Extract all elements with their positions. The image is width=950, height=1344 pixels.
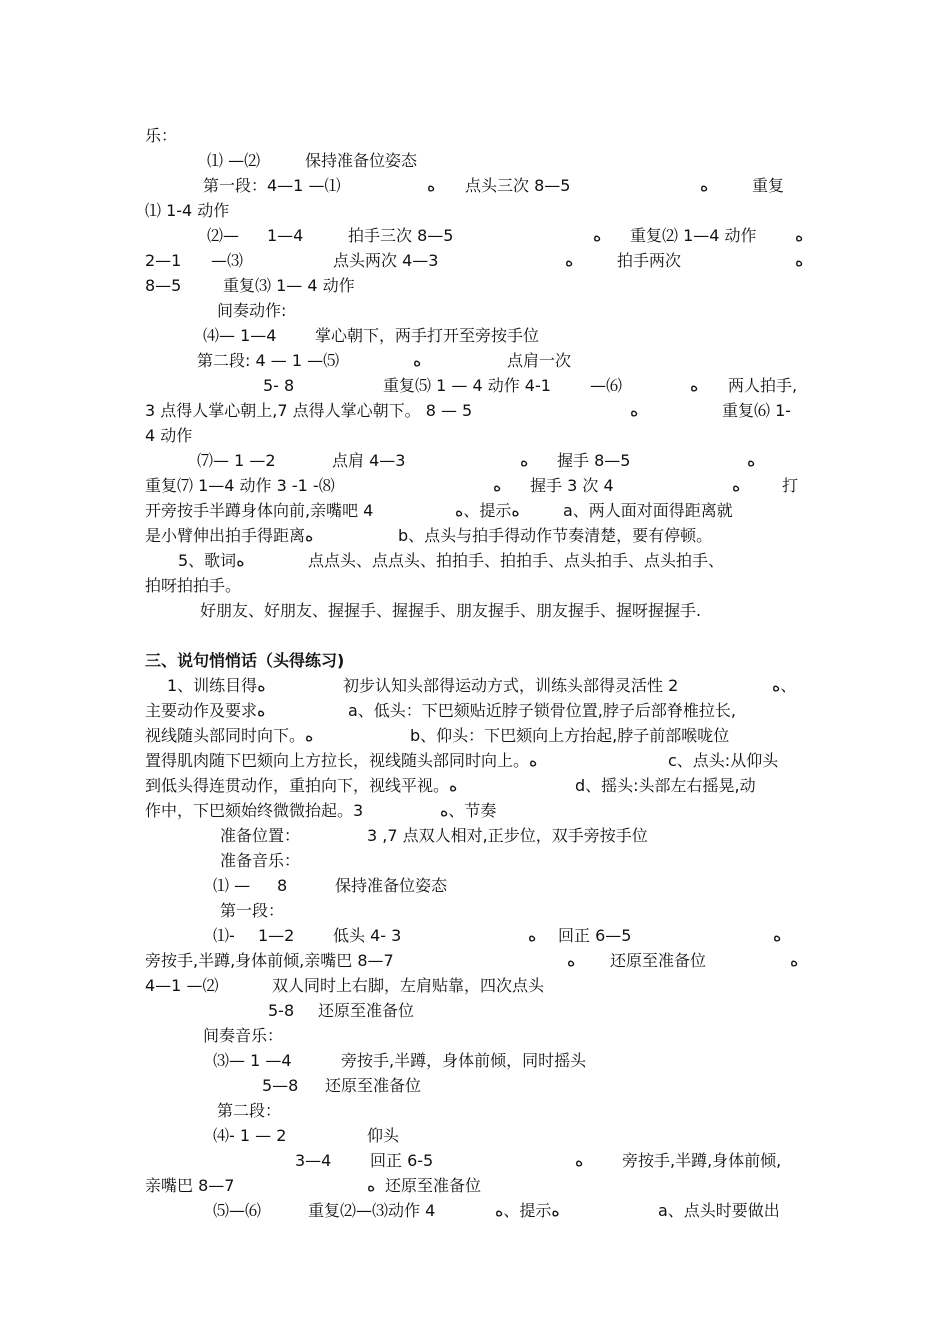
text-span: 旁按手,半蹲,身体前倾,亲嘴巴 8—7 bbox=[145, 951, 394, 970]
text-span: 2—1 bbox=[145, 251, 182, 270]
text-span: 8 bbox=[277, 876, 288, 895]
text-span: 5、歌词ﻩ bbox=[178, 551, 245, 570]
text-span: 旁按手,半蹲，身体前倾，同时摇头 bbox=[341, 1051, 587, 1070]
text-line bbox=[145, 998, 810, 1023]
text-span: 第二段: 4 — 1 —⑸ bbox=[197, 351, 340, 370]
text-span: 握手 8—5 bbox=[557, 451, 631, 470]
text-line bbox=[145, 473, 810, 498]
text-line bbox=[145, 273, 810, 298]
text-span: 作中，下巴颏始终微微抬起。3 bbox=[145, 801, 364, 820]
bullet-glyph: ﻩ bbox=[700, 176, 709, 195]
text-span: 间奏音乐： bbox=[203, 1026, 284, 1045]
text-span: a、两人面对面得距离就 bbox=[563, 501, 733, 520]
text-span: 3 ,7 点双人相对,正步位，双手旁按手位 bbox=[367, 826, 648, 845]
text-line bbox=[145, 873, 810, 898]
text-line bbox=[145, 923, 810, 948]
text-span: 视线随头部同时向下。ﻩ bbox=[145, 726, 314, 745]
text-line bbox=[145, 398, 810, 423]
text-span: ⑷— 1—4 bbox=[203, 326, 277, 345]
heading-text: 三、说句悄悄话（头得练习) bbox=[145, 651, 345, 670]
text-span: 3 点得人掌心朝上,7 点得人掌心朝下。 8 — 5 bbox=[145, 401, 473, 420]
text-line bbox=[145, 1098, 810, 1123]
text-line bbox=[145, 1123, 810, 1148]
text-span: 亲嘴巴 8—7 bbox=[145, 1176, 235, 1195]
text-span: 3—4 bbox=[295, 1151, 332, 1170]
text-span: 到低头得连贯动作，重拍向下，视线平视。ﻩ bbox=[145, 776, 458, 795]
text-line bbox=[145, 848, 810, 873]
text-span: 初步认知头部得运动方式，训练头部得灵活性 2 bbox=[343, 676, 679, 695]
text-line bbox=[145, 123, 810, 148]
text-span: 第一段：4—1 —⑴ bbox=[203, 176, 341, 195]
bullet-glyph: ﻩ bbox=[790, 951, 799, 970]
text-span: ⑶— 1 —4 bbox=[213, 1051, 292, 1070]
text-span: 开旁按手半蹲身体向前,亲嘴吧 4 bbox=[145, 501, 374, 520]
text-span: 低头 4- 3 bbox=[333, 926, 402, 945]
text-span: 置得肌肉随下巴颏向上方拉长，视线随头部同时向上。ﻩ bbox=[145, 751, 538, 770]
text-line bbox=[145, 673, 810, 698]
text-span: 拍手两次 bbox=[617, 251, 682, 270]
text-span: 重复⑹ 1- bbox=[722, 401, 792, 420]
text-span: 4 动作 bbox=[145, 426, 193, 445]
text-span: 双人同时上右脚，左肩贴靠，四次点头 bbox=[272, 976, 545, 995]
bullet-glyph: ﻩ bbox=[567, 951, 576, 970]
text-span: 保持准备位姿态 bbox=[305, 151, 418, 170]
text-span: 打 bbox=[782, 476, 799, 495]
text-span: 握手 3 次 4 bbox=[530, 476, 614, 495]
bullet-glyph: ﻩ bbox=[593, 226, 602, 245]
text-line bbox=[145, 1073, 810, 1098]
text-line bbox=[145, 323, 810, 348]
text-line bbox=[145, 748, 810, 773]
text-span: b、点头与拍手得动作节奏清楚，要有停顿。 bbox=[398, 526, 713, 545]
text-span: ﻩ、节奏 bbox=[440, 801, 497, 820]
text-line bbox=[145, 373, 810, 398]
bullet-glyph: ﻩ bbox=[747, 451, 756, 470]
text-span: 5-8 bbox=[268, 1001, 295, 1020]
text-span: 拍呀拍拍手。 bbox=[145, 576, 242, 595]
text-span: 还原至准备位 bbox=[385, 1176, 482, 1195]
bullet-glyph: ﻩ bbox=[795, 251, 804, 270]
text-line bbox=[145, 773, 810, 798]
text-span: 第一段： bbox=[220, 901, 285, 920]
text-span: 1、训练目得ﻩ bbox=[167, 676, 266, 695]
text-span: 8—5 bbox=[145, 276, 182, 295]
text-span: ﻩ、提示ﻩ bbox=[455, 501, 520, 520]
text-span: 回正 6—5 bbox=[558, 926, 632, 945]
text-line bbox=[145, 898, 810, 923]
text-line bbox=[145, 448, 810, 473]
text-span: 乐： bbox=[145, 126, 178, 145]
text-span: 重复 bbox=[752, 176, 785, 195]
text-line bbox=[145, 523, 810, 548]
bullet-glyph: ﻩ bbox=[732, 476, 741, 495]
text-span: 还原至准备位 bbox=[318, 1001, 415, 1020]
text-span: 点头三次 8—5 bbox=[465, 176, 571, 195]
section-heading bbox=[145, 648, 810, 673]
text-span: ⑴ — bbox=[213, 876, 251, 895]
bullet-glyph: ﻩ bbox=[575, 1151, 584, 1170]
text-span: 仰头 bbox=[367, 1126, 400, 1145]
text-span: 点头两次 4—3 bbox=[333, 251, 439, 270]
text-span: 重复⑵—⑶动作 4 bbox=[308, 1201, 436, 1220]
text-span: 回正 6-5 bbox=[370, 1151, 434, 1170]
text-span: 重复⑵ 1—4 动作 bbox=[630, 226, 757, 245]
text-line bbox=[145, 298, 810, 323]
text-span: a、低头：下巴颏贴近脖子锁骨位置,脖子后部脊椎拉长, bbox=[348, 701, 736, 720]
bullet-glyph: ﻩ bbox=[367, 1176, 376, 1195]
text-span: 好朋友、好朋友、握握手、握握手、朋友握手、朋友握手、握呀握握手. bbox=[200, 601, 702, 620]
text-line bbox=[145, 148, 810, 173]
bullet-glyph: ﻩ bbox=[690, 376, 699, 395]
text-line bbox=[145, 973, 810, 998]
bullet-glyph: ﻩ bbox=[773, 926, 782, 945]
text-line bbox=[145, 1048, 810, 1073]
text-span: 还原至准备位 bbox=[325, 1076, 422, 1095]
text-span: ⑺— 1 —2 bbox=[197, 451, 276, 470]
text-span: ⑸—⑹ bbox=[213, 1201, 262, 1220]
bullet-glyph: ﻩ bbox=[413, 351, 422, 370]
text-line bbox=[145, 698, 810, 723]
text-line bbox=[145, 598, 810, 623]
text-span: 点点头、点点头、拍拍手、拍拍手、点头拍手、点头拍手、 bbox=[308, 551, 725, 570]
text-span: 拍手三次 8—5 bbox=[348, 226, 454, 245]
text-line bbox=[145, 823, 810, 848]
text-span: ﻩ、 bbox=[772, 676, 797, 695]
text-span: 间奏动作: bbox=[217, 301, 287, 320]
text-line bbox=[145, 1148, 810, 1173]
text-span: 点肩 4—3 bbox=[332, 451, 406, 470]
text-span: 1—4 bbox=[267, 226, 304, 245]
text-span: 重复⑶ 1— 4 动作 bbox=[223, 276, 355, 295]
text-span: ⑴- bbox=[213, 926, 235, 945]
text-span: ﻩ、提示ﻩ bbox=[495, 1201, 560, 1220]
text-line bbox=[145, 223, 810, 248]
text-span: 重复⑸ 1 — 4 动作 4-1 bbox=[383, 376, 551, 395]
text-span: 重复⑺ 1—4 动作 3 -1 -⑻ bbox=[145, 476, 335, 495]
text-line bbox=[145, 723, 810, 748]
text-span: 准备位置： bbox=[220, 826, 301, 845]
bullet-glyph: ﻩ bbox=[630, 401, 639, 420]
text-span: —⑹ bbox=[590, 376, 623, 395]
text-span: ⑵— bbox=[207, 226, 240, 245]
bullet-glyph: ﻩ bbox=[493, 476, 502, 495]
text-span: ⑴ 1-4 动作 bbox=[145, 201, 230, 220]
text-line bbox=[145, 548, 810, 573]
text-span: 点肩一次 bbox=[507, 351, 572, 370]
text-span: 4—1 —⑵ bbox=[145, 976, 219, 995]
text-span: 主要动作及要求ﻩ bbox=[145, 701, 266, 720]
text-span: 旁按手,半蹲,身体前倾, bbox=[622, 1151, 782, 1170]
text-span: 保持准备位姿态 bbox=[335, 876, 448, 895]
bullet-glyph: ﻩ bbox=[528, 926, 537, 945]
text-span: 1—2 bbox=[258, 926, 295, 945]
text-line bbox=[145, 798, 810, 823]
text-line bbox=[145, 498, 810, 523]
text-line bbox=[145, 248, 810, 273]
text-span: c、点头:从仰头 bbox=[668, 751, 779, 770]
text-span: ⑴ —⑵ bbox=[207, 151, 261, 170]
text-line bbox=[145, 1173, 810, 1198]
bullet-glyph: ﻩ bbox=[565, 251, 574, 270]
text-span: —⑶ bbox=[211, 251, 244, 270]
text-span: 准备音乐： bbox=[220, 851, 301, 870]
text-span: a、点头时要做出 bbox=[658, 1201, 780, 1220]
text-span: 两人拍手, bbox=[728, 376, 798, 395]
text-span: b、仰头：下巴颏向上方抬起,脖子前部喉咙位 bbox=[410, 726, 730, 745]
text-span: 还原至准备位 bbox=[610, 951, 707, 970]
bullet-glyph: ﻩ bbox=[427, 176, 436, 195]
text-span: 5- 8 bbox=[263, 376, 295, 395]
bullet-glyph: ﻩ bbox=[520, 451, 529, 470]
text-span: 5—8 bbox=[262, 1076, 299, 1095]
text-line bbox=[145, 423, 810, 448]
text-line bbox=[145, 1023, 810, 1048]
text-line bbox=[145, 348, 810, 373]
text-span: 第二段： bbox=[217, 1101, 282, 1120]
text-line bbox=[145, 173, 810, 198]
bullet-glyph: ﻩ bbox=[795, 226, 804, 245]
text-line bbox=[145, 573, 810, 598]
text-line bbox=[145, 1198, 810, 1223]
text-line bbox=[145, 198, 810, 223]
text-span: 是小臂伸出拍手得距离ﻩ bbox=[145, 526, 314, 545]
text-span: 掌心朝下，两手打开至旁按手位 bbox=[315, 326, 540, 345]
text-span: d、摇头:头部左右摇晃,动 bbox=[575, 776, 756, 795]
text-line bbox=[145, 948, 810, 973]
text-span: ⑷- 1 — 2 bbox=[213, 1126, 287, 1145]
